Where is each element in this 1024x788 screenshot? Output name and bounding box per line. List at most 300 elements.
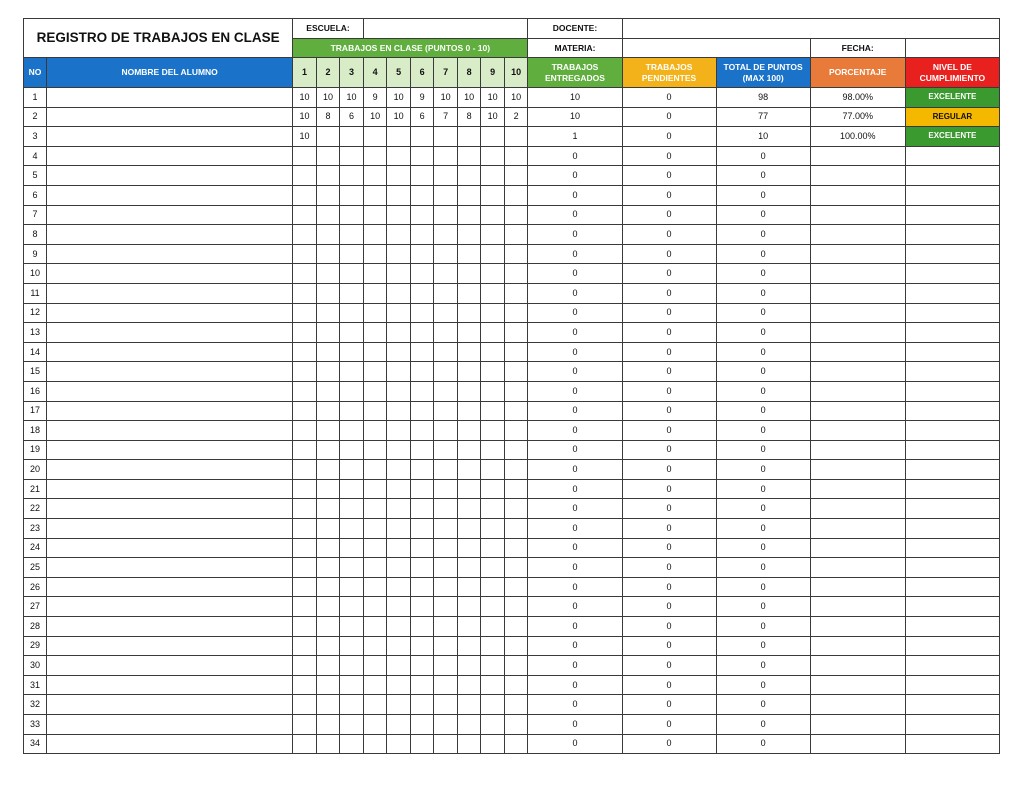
score-cell[interactable] [434, 146, 458, 166]
score-cell[interactable] [316, 597, 340, 617]
score-cell[interactable] [457, 636, 481, 656]
score-cell[interactable] [410, 675, 434, 695]
student-name-cell[interactable] [47, 519, 293, 539]
score-cell[interactable] [457, 323, 481, 343]
score-cell[interactable] [504, 617, 528, 637]
score-cell[interactable] [363, 440, 387, 460]
score-cell[interactable] [481, 656, 505, 676]
score-cell[interactable] [457, 362, 481, 382]
score-cell[interactable] [387, 342, 411, 362]
score-cell[interactable]: 10 [316, 88, 340, 108]
score-cell[interactable] [363, 479, 387, 499]
score-cell[interactable] [434, 244, 458, 264]
score-cell[interactable]: 10 [481, 107, 505, 127]
score-cell[interactable] [481, 264, 505, 284]
score-cell[interactable] [387, 715, 411, 735]
score-cell[interactable] [434, 558, 458, 578]
student-name-cell[interactable] [47, 558, 293, 578]
student-name-cell[interactable] [47, 440, 293, 460]
score-cell[interactable] [316, 362, 340, 382]
student-name-cell[interactable] [47, 381, 293, 401]
score-cell[interactable] [340, 499, 364, 519]
score-cell[interactable] [481, 558, 505, 578]
score-cell[interactable] [363, 264, 387, 284]
score-cell[interactable] [457, 205, 481, 225]
score-cell[interactable] [293, 597, 317, 617]
score-cell[interactable] [410, 519, 434, 539]
score-cell[interactable] [293, 205, 317, 225]
score-cell[interactable] [504, 519, 528, 539]
score-cell[interactable] [316, 303, 340, 323]
score-cell[interactable] [316, 734, 340, 754]
score-cell[interactable]: 10 [481, 88, 505, 108]
student-name-cell[interactable] [47, 656, 293, 676]
score-cell[interactable] [434, 656, 458, 676]
score-cell[interactable] [504, 205, 528, 225]
score-cell[interactable] [293, 656, 317, 676]
student-name-cell[interactable] [47, 675, 293, 695]
score-cell[interactable] [410, 695, 434, 715]
student-name-cell[interactable] [47, 264, 293, 284]
score-cell[interactable] [340, 479, 364, 499]
score-cell[interactable] [316, 577, 340, 597]
score-cell[interactable] [316, 342, 340, 362]
score-cell[interactable] [457, 127, 481, 147]
score-cell[interactable] [434, 166, 458, 186]
score-cell[interactable] [363, 617, 387, 637]
score-cell[interactable] [387, 205, 411, 225]
score-cell[interactable] [340, 577, 364, 597]
score-cell[interactable] [316, 264, 340, 284]
score-cell[interactable] [387, 225, 411, 245]
score-cell[interactable] [434, 185, 458, 205]
score-cell[interactable] [410, 558, 434, 578]
score-cell[interactable] [504, 323, 528, 343]
score-cell[interactable] [457, 283, 481, 303]
score-cell[interactable] [457, 597, 481, 617]
score-cell[interactable] [504, 675, 528, 695]
score-cell[interactable] [434, 303, 458, 323]
score-cell[interactable] [457, 225, 481, 245]
score-cell[interactable] [387, 401, 411, 421]
student-name-cell[interactable] [47, 499, 293, 519]
score-cell[interactable] [504, 479, 528, 499]
score-cell[interactable] [434, 401, 458, 421]
score-cell[interactable] [293, 283, 317, 303]
score-cell[interactable] [457, 440, 481, 460]
score-cell[interactable] [387, 479, 411, 499]
score-cell[interactable] [457, 656, 481, 676]
score-cell[interactable] [434, 421, 458, 441]
score-cell[interactable] [363, 166, 387, 186]
score-cell[interactable]: 10 [293, 107, 317, 127]
materia-field[interactable] [622, 39, 810, 58]
score-cell[interactable] [316, 519, 340, 539]
score-cell[interactable] [340, 166, 364, 186]
score-cell[interactable] [481, 675, 505, 695]
fecha-field[interactable] [905, 39, 999, 58]
student-name-cell[interactable] [47, 538, 293, 558]
score-cell[interactable] [457, 342, 481, 362]
student-name-cell[interactable] [47, 127, 293, 147]
student-name-cell[interactable] [47, 479, 293, 499]
score-cell[interactable] [410, 127, 434, 147]
score-cell[interactable] [481, 381, 505, 401]
student-name-cell[interactable] [47, 401, 293, 421]
score-cell[interactable] [410, 146, 434, 166]
score-cell[interactable] [434, 362, 458, 382]
score-cell[interactable] [293, 342, 317, 362]
score-cell[interactable] [504, 656, 528, 676]
score-cell[interactable] [387, 127, 411, 147]
score-cell[interactable] [504, 166, 528, 186]
score-cell[interactable] [363, 127, 387, 147]
score-cell[interactable] [410, 342, 434, 362]
score-cell[interactable] [434, 460, 458, 480]
score-cell[interactable] [387, 695, 411, 715]
score-cell[interactable] [434, 283, 458, 303]
score-cell[interactable] [457, 499, 481, 519]
score-cell[interactable] [481, 460, 505, 480]
score-cell[interactable] [363, 577, 387, 597]
score-cell[interactable] [387, 538, 411, 558]
score-cell[interactable] [340, 519, 364, 539]
score-cell[interactable] [340, 636, 364, 656]
score-cell[interactable] [410, 244, 434, 264]
score-cell[interactable] [293, 440, 317, 460]
score-cell[interactable]: 10 [293, 88, 317, 108]
score-cell[interactable] [504, 401, 528, 421]
score-cell[interactable] [340, 401, 364, 421]
score-cell[interactable] [434, 636, 458, 656]
score-cell[interactable] [363, 538, 387, 558]
score-cell[interactable] [457, 244, 481, 264]
score-cell[interactable] [434, 577, 458, 597]
score-cell[interactable] [504, 734, 528, 754]
score-cell[interactable] [387, 303, 411, 323]
student-name-cell[interactable] [47, 185, 293, 205]
score-cell[interactable]: 9 [363, 88, 387, 108]
score-cell[interactable] [410, 225, 434, 245]
score-cell[interactable] [316, 205, 340, 225]
score-cell[interactable] [434, 440, 458, 460]
score-cell[interactable] [293, 244, 317, 264]
score-cell[interactable] [316, 675, 340, 695]
score-cell[interactable]: 8 [457, 107, 481, 127]
score-cell[interactable] [457, 675, 481, 695]
score-cell[interactable] [293, 577, 317, 597]
score-cell[interactable] [340, 617, 364, 637]
score-cell[interactable] [293, 695, 317, 715]
score-cell[interactable] [504, 264, 528, 284]
score-cell[interactable] [340, 538, 364, 558]
student-name-cell[interactable] [47, 617, 293, 637]
score-cell[interactable] [293, 264, 317, 284]
score-cell[interactable] [481, 734, 505, 754]
student-name-cell[interactable] [47, 323, 293, 343]
score-cell[interactable] [481, 715, 505, 735]
score-cell[interactable] [340, 695, 364, 715]
score-cell[interactable] [481, 519, 505, 539]
score-cell[interactable] [481, 695, 505, 715]
score-cell[interactable] [316, 323, 340, 343]
score-cell[interactable] [293, 479, 317, 499]
score-cell[interactable] [481, 577, 505, 597]
student-name-cell[interactable] [47, 597, 293, 617]
score-cell[interactable] [434, 225, 458, 245]
score-cell[interactable] [387, 440, 411, 460]
score-cell[interactable]: 10 [387, 107, 411, 127]
score-cell[interactable] [340, 185, 364, 205]
student-name-cell[interactable] [47, 107, 293, 127]
score-cell[interactable]: 6 [410, 107, 434, 127]
score-cell[interactable] [363, 146, 387, 166]
score-cell[interactable] [481, 401, 505, 421]
score-cell[interactable] [410, 715, 434, 735]
score-cell[interactable] [481, 597, 505, 617]
score-cell[interactable] [457, 479, 481, 499]
score-cell[interactable] [316, 401, 340, 421]
score-cell[interactable] [410, 734, 434, 754]
score-cell[interactable] [434, 734, 458, 754]
score-cell[interactable] [434, 597, 458, 617]
score-cell[interactable] [340, 225, 364, 245]
score-cell[interactable] [457, 695, 481, 715]
score-cell[interactable] [410, 479, 434, 499]
score-cell[interactable] [293, 734, 317, 754]
score-cell[interactable] [340, 460, 364, 480]
score-cell[interactable] [457, 538, 481, 558]
score-cell[interactable] [504, 421, 528, 441]
student-name-cell[interactable] [47, 421, 293, 441]
score-cell[interactable] [363, 362, 387, 382]
score-cell[interactable] [504, 695, 528, 715]
score-cell[interactable] [504, 146, 528, 166]
score-cell[interactable] [316, 460, 340, 480]
score-cell[interactable] [363, 675, 387, 695]
score-cell[interactable] [340, 675, 364, 695]
score-cell[interactable] [363, 558, 387, 578]
score-cell[interactable] [363, 225, 387, 245]
score-cell[interactable] [410, 440, 434, 460]
score-cell[interactable] [363, 636, 387, 656]
score-cell[interactable] [434, 499, 458, 519]
score-cell[interactable] [363, 656, 387, 676]
score-cell[interactable] [340, 381, 364, 401]
score-cell[interactable] [434, 342, 458, 362]
score-cell[interactable] [316, 421, 340, 441]
score-cell[interactable] [316, 185, 340, 205]
student-name-cell[interactable] [47, 734, 293, 754]
score-cell[interactable] [457, 519, 481, 539]
score-cell[interactable]: 10 [340, 88, 364, 108]
score-cell[interactable] [387, 734, 411, 754]
score-cell[interactable] [410, 636, 434, 656]
score-cell[interactable]: 8 [316, 107, 340, 127]
score-cell[interactable] [363, 460, 387, 480]
score-cell[interactable] [340, 440, 364, 460]
score-cell[interactable] [504, 283, 528, 303]
score-cell[interactable] [481, 146, 505, 166]
score-cell[interactable] [481, 617, 505, 637]
score-cell[interactable] [363, 323, 387, 343]
score-cell[interactable] [316, 479, 340, 499]
score-cell[interactable] [481, 127, 505, 147]
score-cell[interactable] [340, 734, 364, 754]
student-name-cell[interactable] [47, 715, 293, 735]
score-cell[interactable] [387, 519, 411, 539]
score-cell[interactable] [316, 656, 340, 676]
score-cell[interactable] [410, 166, 434, 186]
score-cell[interactable] [293, 401, 317, 421]
score-cell[interactable] [457, 146, 481, 166]
score-cell[interactable]: 2 [504, 107, 528, 127]
score-cell[interactable] [434, 205, 458, 225]
score-cell[interactable]: 6 [340, 107, 364, 127]
score-cell[interactable] [481, 479, 505, 499]
score-cell[interactable] [316, 381, 340, 401]
score-cell[interactable] [504, 460, 528, 480]
score-cell[interactable] [387, 166, 411, 186]
score-cell[interactable] [316, 244, 340, 264]
score-cell[interactable] [293, 499, 317, 519]
score-cell[interactable] [481, 323, 505, 343]
score-cell[interactable] [410, 499, 434, 519]
student-name-cell[interactable] [47, 636, 293, 656]
score-cell[interactable] [457, 734, 481, 754]
score-cell[interactable] [363, 283, 387, 303]
score-cell[interactable] [293, 303, 317, 323]
score-cell[interactable] [293, 381, 317, 401]
score-cell[interactable] [434, 675, 458, 695]
score-cell[interactable] [457, 558, 481, 578]
score-cell[interactable] [481, 185, 505, 205]
score-cell[interactable] [504, 244, 528, 264]
score-cell[interactable] [504, 342, 528, 362]
score-cell[interactable] [410, 323, 434, 343]
student-name-cell[interactable] [47, 460, 293, 480]
score-cell[interactable] [434, 715, 458, 735]
score-cell[interactable] [504, 499, 528, 519]
student-name-cell[interactable] [47, 225, 293, 245]
score-cell[interactable] [340, 342, 364, 362]
score-cell[interactable] [316, 166, 340, 186]
score-cell[interactable] [434, 127, 458, 147]
score-cell[interactable]: 10 [387, 88, 411, 108]
score-cell[interactable] [363, 734, 387, 754]
score-cell[interactable] [340, 715, 364, 735]
score-cell[interactable] [363, 381, 387, 401]
score-cell[interactable] [481, 166, 505, 186]
score-cell[interactable] [316, 440, 340, 460]
score-cell[interactable] [434, 479, 458, 499]
score-cell[interactable] [387, 381, 411, 401]
score-cell[interactable] [504, 362, 528, 382]
score-cell[interactable] [410, 597, 434, 617]
score-cell[interactable] [387, 264, 411, 284]
score-cell[interactable]: 10 [457, 88, 481, 108]
score-cell[interactable] [504, 715, 528, 735]
score-cell[interactable] [481, 244, 505, 264]
student-name-cell[interactable] [47, 146, 293, 166]
score-cell[interactable] [457, 166, 481, 186]
score-cell[interactable]: 10 [504, 88, 528, 108]
score-cell[interactable]: 10 [293, 127, 317, 147]
score-cell[interactable] [434, 538, 458, 558]
score-cell[interactable] [457, 401, 481, 421]
score-cell[interactable] [387, 244, 411, 264]
docente-field[interactable] [622, 19, 999, 39]
score-cell[interactable] [434, 695, 458, 715]
student-name-cell[interactable] [47, 303, 293, 323]
score-cell[interactable] [410, 185, 434, 205]
score-cell[interactable] [340, 205, 364, 225]
student-name-cell[interactable] [47, 577, 293, 597]
score-cell[interactable] [316, 283, 340, 303]
score-cell[interactable] [481, 342, 505, 362]
score-cell[interactable] [316, 225, 340, 245]
score-cell[interactable] [410, 381, 434, 401]
score-cell[interactable] [504, 381, 528, 401]
score-cell[interactable] [504, 127, 528, 147]
score-cell[interactable] [410, 362, 434, 382]
score-cell[interactable] [410, 460, 434, 480]
score-cell[interactable] [457, 303, 481, 323]
score-cell[interactable] [293, 519, 317, 539]
score-cell[interactable] [504, 303, 528, 323]
score-cell[interactable] [387, 656, 411, 676]
score-cell[interactable] [504, 538, 528, 558]
score-cell[interactable] [504, 440, 528, 460]
score-cell[interactable] [340, 264, 364, 284]
score-cell[interactable] [457, 460, 481, 480]
escuela-field[interactable] [363, 19, 528, 39]
score-cell[interactable] [387, 675, 411, 695]
student-name-cell[interactable] [47, 283, 293, 303]
score-cell[interactable] [457, 381, 481, 401]
score-cell[interactable] [410, 264, 434, 284]
score-cell[interactable] [363, 519, 387, 539]
score-cell[interactable] [387, 617, 411, 637]
score-cell[interactable] [434, 323, 458, 343]
score-cell[interactable] [316, 558, 340, 578]
score-cell[interactable] [293, 146, 317, 166]
score-cell[interactable] [434, 617, 458, 637]
score-cell[interactable] [387, 421, 411, 441]
score-cell[interactable] [504, 577, 528, 597]
score-cell[interactable] [340, 303, 364, 323]
score-cell[interactable]: 10 [363, 107, 387, 127]
score-cell[interactable] [363, 244, 387, 264]
score-cell[interactable] [363, 185, 387, 205]
score-cell[interactable] [363, 715, 387, 735]
score-cell[interactable] [504, 558, 528, 578]
score-cell[interactable] [363, 597, 387, 617]
score-cell[interactable] [293, 715, 317, 735]
score-cell[interactable] [340, 244, 364, 264]
score-cell[interactable] [363, 695, 387, 715]
score-cell[interactable] [410, 283, 434, 303]
score-cell[interactable] [387, 185, 411, 205]
score-cell[interactable] [387, 577, 411, 597]
score-cell[interactable] [363, 303, 387, 323]
score-cell[interactable] [340, 362, 364, 382]
score-cell[interactable] [340, 558, 364, 578]
score-cell[interactable] [410, 303, 434, 323]
score-cell[interactable] [481, 636, 505, 656]
score-cell[interactable] [340, 597, 364, 617]
score-cell[interactable] [387, 558, 411, 578]
